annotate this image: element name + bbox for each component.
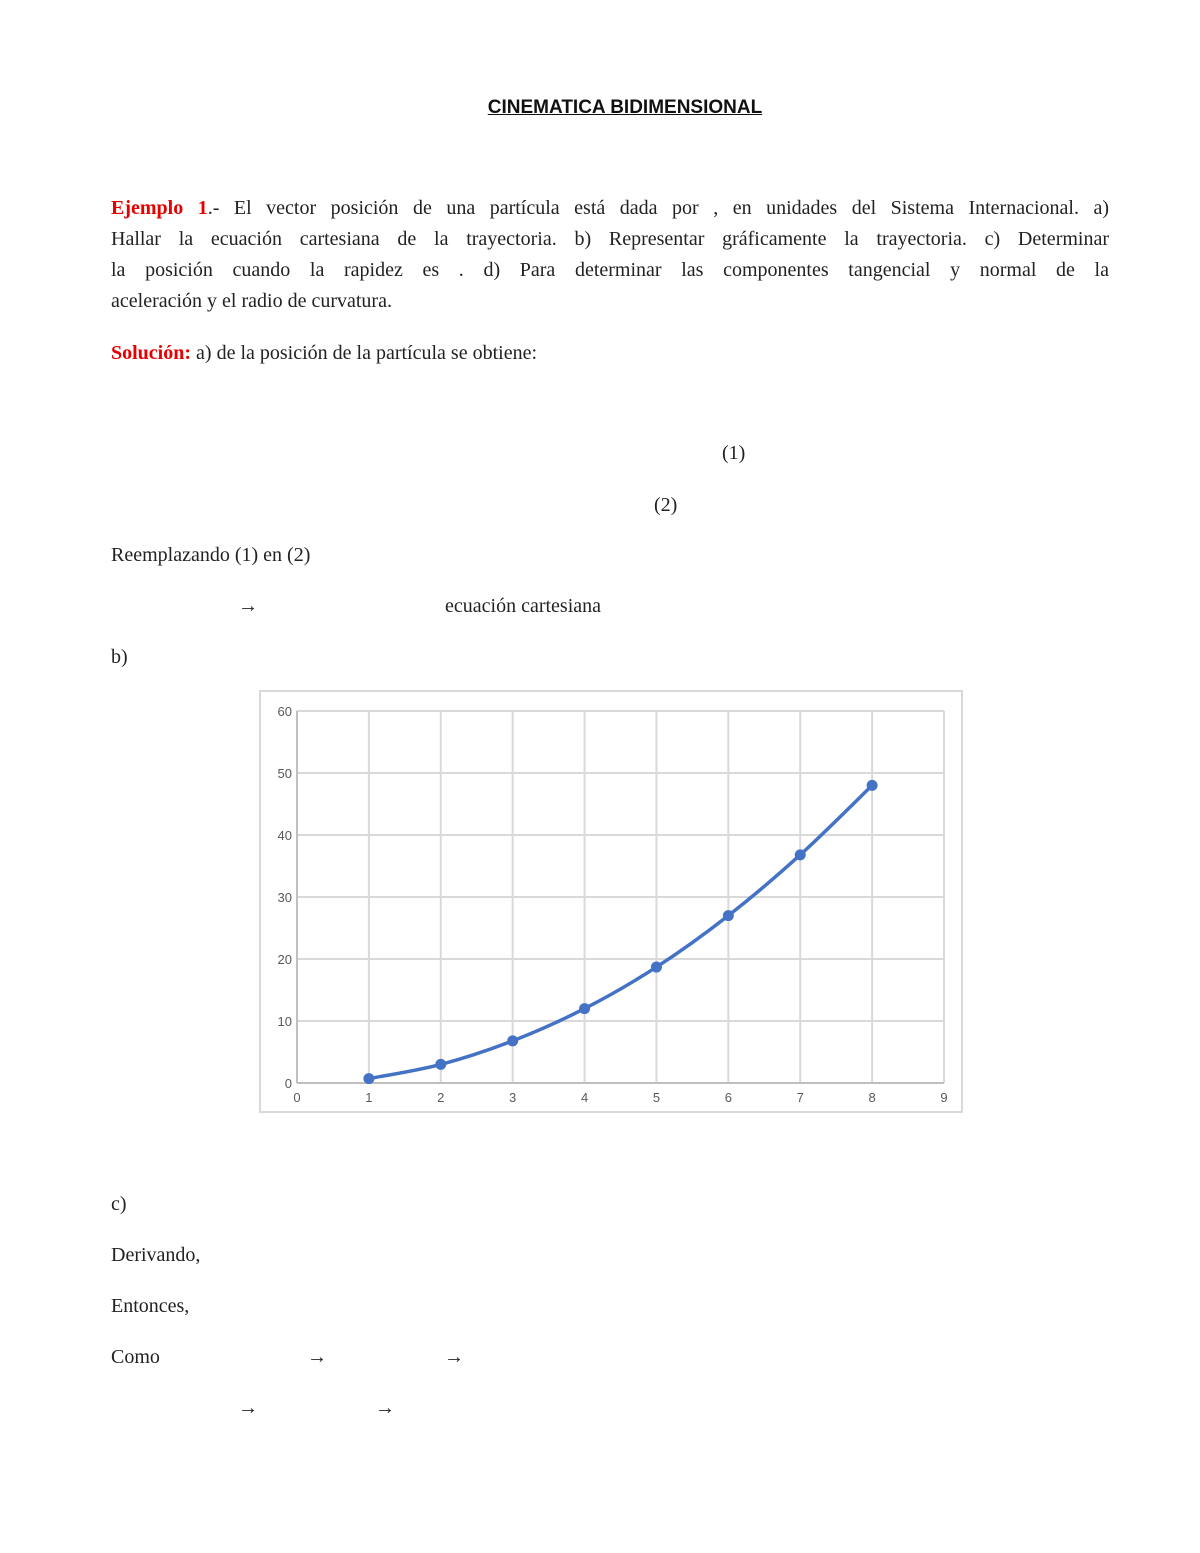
page-title: CINEMATICA BIDIMENSIONAL: [487, 97, 763, 118]
data-point: [795, 849, 806, 860]
solution-line: Solución: a) de la posición de la partícula se obtiene:: [111, 342, 538, 364]
replacing-text: Reemplazando (1) en (2): [111, 544, 311, 566]
data-point: [867, 780, 878, 791]
y-tick-label: 60: [277, 704, 292, 719]
data-point: [651, 962, 662, 973]
trajectory-chart: [259, 690, 963, 1113]
example-line-3: la posición cuando la rapidez es . d) Para determinar las componentes tangencial y normal de la: [111, 259, 1109, 281]
data-point: [723, 910, 734, 921]
data-point: [363, 1073, 374, 1084]
example-line-2: Hallar la ecuación cartesiana de la trayectoria. b) Representar gráficamente la trayectoria. c) Determinar: [111, 228, 1109, 250]
part-c-label: c): [111, 1193, 127, 1215]
y-tick-label: 20: [277, 952, 292, 967]
data-point: [507, 1035, 518, 1046]
y-tick-label: 30: [277, 890, 292, 905]
cartesian-equation-label: ecuación cartesiana: [445, 595, 602, 617]
data-point: [579, 1003, 590, 1014]
part-b-label: b): [111, 646, 128, 668]
equation-number-1: (1): [722, 442, 746, 464]
example-line-1: Ejemplo 1.- El vector posición de una partícula está dada por , en unidades del Sistema Internacional. a): [111, 197, 1110, 219]
then-text: Entonces,: [111, 1295, 190, 1317]
data-point: [435, 1059, 446, 1070]
y-tick-label: 50: [277, 766, 292, 781]
trajectory-chart-svg: [261, 692, 961, 1111]
x-tick-label: 6: [724, 1090, 732, 1105]
arrow-5: →: [375, 1397, 395, 1419]
x-tick-label: 8: [868, 1090, 876, 1105]
solution-label: Solución:: [111, 342, 192, 364]
y-tick-label: 40: [277, 828, 292, 843]
x-tick-label: 7: [796, 1090, 804, 1105]
series-line: [369, 785, 872, 1078]
x-tick-label: 4: [580, 1090, 589, 1105]
y-tick-label: 0: [284, 1076, 292, 1091]
arrow-2: →: [307, 1346, 327, 1368]
y-tick-label: 10: [277, 1014, 292, 1029]
x-tick-label: 2: [437, 1090, 445, 1105]
x-tick-label: 5: [652, 1090, 661, 1105]
equation-number-2: (2): [654, 494, 678, 516]
arrow-1: →: [238, 595, 258, 617]
example-label: Ejemplo 1: [111, 197, 208, 219]
arrow-3: →: [444, 1346, 464, 1368]
x-tick-label: 1: [365, 1090, 373, 1105]
arrow-4: →: [238, 1397, 258, 1419]
deriving-text: Derivando,: [111, 1244, 201, 1266]
x-tick-label: 3: [509, 1090, 517, 1105]
example-line-4: aceleración y el radio de curvatura.: [111, 290, 392, 312]
x-tick-label: 0: [293, 1090, 301, 1105]
x-tick-label: 9: [940, 1090, 948, 1105]
como-text: Como: [111, 1346, 160, 1368]
